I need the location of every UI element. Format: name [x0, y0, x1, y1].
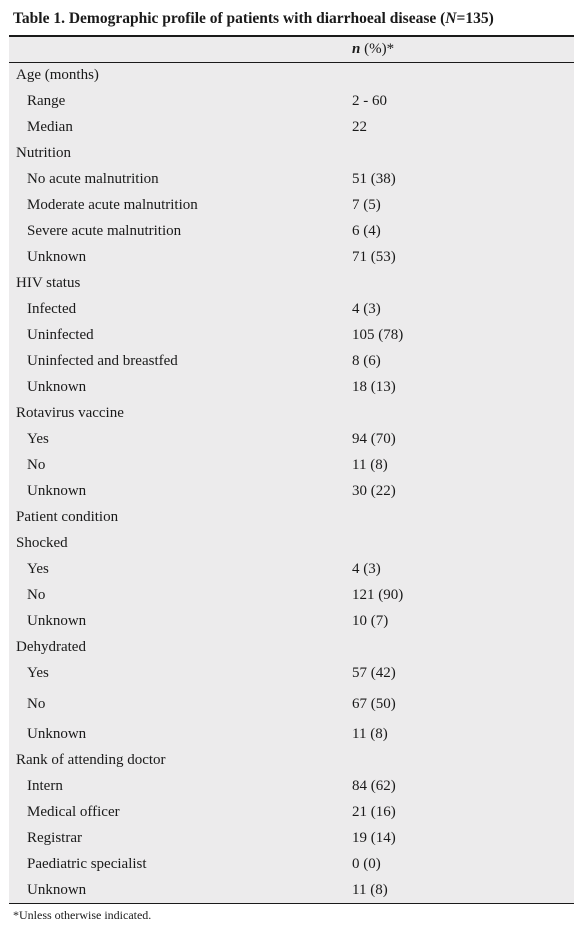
row-value: 10 (7) — [352, 613, 389, 629]
row-value: 51 (38) — [352, 171, 396, 187]
table-row — [0, 168, 574, 190]
table-row — [0, 801, 574, 823]
row-value: 0 (0) — [352, 856, 381, 872]
caption-n: N — [445, 10, 457, 27]
row-value: 11 (8) — [352, 882, 388, 898]
row-value: 84 (62) — [352, 778, 396, 794]
row-label: Yes — [27, 561, 49, 577]
table-row — [0, 402, 574, 424]
table-row — [0, 428, 574, 450]
row-value: 57 (42) — [352, 665, 396, 681]
row-label: Unknown — [27, 613, 87, 629]
row-value: 22 — [352, 119, 367, 135]
row-group-label: HIV status — [16, 275, 81, 291]
table-row — [0, 636, 574, 658]
row-label: Median — [27, 119, 73, 135]
row-group-label: Nutrition — [16, 145, 71, 161]
table-row — [0, 610, 574, 632]
row-group-label: Shocked — [16, 535, 68, 551]
table-row — [0, 376, 574, 398]
row-value: 8 (6) — [352, 353, 381, 369]
row-group-label: Rotavirus vaccine — [16, 405, 124, 421]
row-label: Yes — [27, 431, 49, 447]
row-label: Yes — [27, 665, 49, 681]
row-value: 4 (3) — [352, 561, 381, 577]
caption-suffix: =135) — [456, 10, 494, 27]
row-label: Uninfected and breastfed — [27, 353, 178, 369]
table-row — [0, 64, 574, 86]
column-header-n: n — [352, 41, 361, 57]
table-caption — [13, 10, 563, 28]
row-label: No — [27, 457, 46, 473]
row-label: Infected — [27, 301, 77, 317]
row-value: 11 (8) — [352, 726, 388, 742]
table-row — [0, 723, 574, 745]
row-value: 94 (70) — [352, 431, 396, 447]
row-label: No acute malnutrition — [27, 171, 159, 187]
caption-prefix: Table 1. Demographic profile of patients with diarrhoeal disease ( — [13, 10, 446, 27]
table-row — [0, 194, 574, 216]
row-label: Registrar — [27, 830, 82, 846]
row-value: 11 (8) — [352, 457, 388, 473]
column-header — [352, 41, 394, 58]
row-group-label: Patient condition — [16, 509, 119, 525]
row-label: No — [27, 696, 46, 712]
row-value: 21 (16) — [352, 804, 396, 820]
table-row — [0, 662, 574, 684]
row-value: 6 (4) — [352, 223, 381, 239]
row-label: Uninfected — [27, 327, 94, 343]
row-label: Moderate acute malnutrition — [27, 197, 198, 213]
row-value: 18 (13) — [352, 379, 396, 395]
row-label: Unknown — [27, 882, 87, 898]
row-value: 30 (22) — [352, 483, 396, 499]
row-value: 105 (78) — [352, 327, 404, 343]
row-value: 7 (5) — [352, 197, 381, 213]
row-label: Paediatric specialist — [27, 856, 147, 872]
table-row — [0, 827, 574, 849]
table-row — [0, 272, 574, 294]
row-label: Intern — [27, 778, 63, 794]
table-row — [0, 142, 574, 164]
table-row — [0, 324, 574, 346]
row-group-label: Rank of attending doctor — [16, 752, 166, 768]
table-row — [0, 454, 574, 476]
column-header-rest: (%)* — [360, 41, 395, 57]
row-value: 121 (90) — [352, 587, 404, 603]
row-value: 67 (50) — [352, 696, 396, 712]
table-header-band — [9, 37, 574, 62]
table-row — [0, 506, 574, 528]
row-label: Range — [27, 93, 66, 109]
table-row — [0, 90, 574, 112]
table-row — [0, 775, 574, 797]
row-label: Unknown — [27, 249, 87, 265]
table-row — [0, 246, 574, 268]
row-label: Medical officer — [27, 804, 120, 820]
table-footnote: *Unless otherwise indicated. — [13, 908, 152, 922]
row-label: Severe acute malnutrition — [27, 223, 182, 239]
table-row — [0, 693, 574, 715]
table-row — [0, 298, 574, 320]
row-group-label: Age (months) — [16, 67, 99, 83]
table-row — [0, 584, 574, 606]
table-row — [0, 532, 574, 554]
table-row — [0, 350, 574, 372]
table-row — [0, 220, 574, 242]
row-value: 2 - 60 — [352, 93, 387, 109]
table-row — [0, 116, 574, 138]
row-value: 19 (14) — [352, 830, 396, 846]
row-label: No — [27, 587, 46, 603]
row-label: Unknown — [27, 483, 87, 499]
row-label: Unknown — [27, 726, 87, 742]
table-row — [0, 480, 574, 502]
table-row — [0, 853, 574, 875]
table-row — [0, 749, 574, 771]
row-label: Unknown — [27, 379, 87, 395]
row-group-label: Dehydrated — [16, 639, 86, 655]
table-bottom-rule — [9, 903, 574, 904]
row-value: 4 (3) — [352, 301, 381, 317]
table-row — [0, 879, 574, 901]
row-value: 71 (53) — [352, 249, 396, 265]
table-row — [0, 558, 574, 580]
